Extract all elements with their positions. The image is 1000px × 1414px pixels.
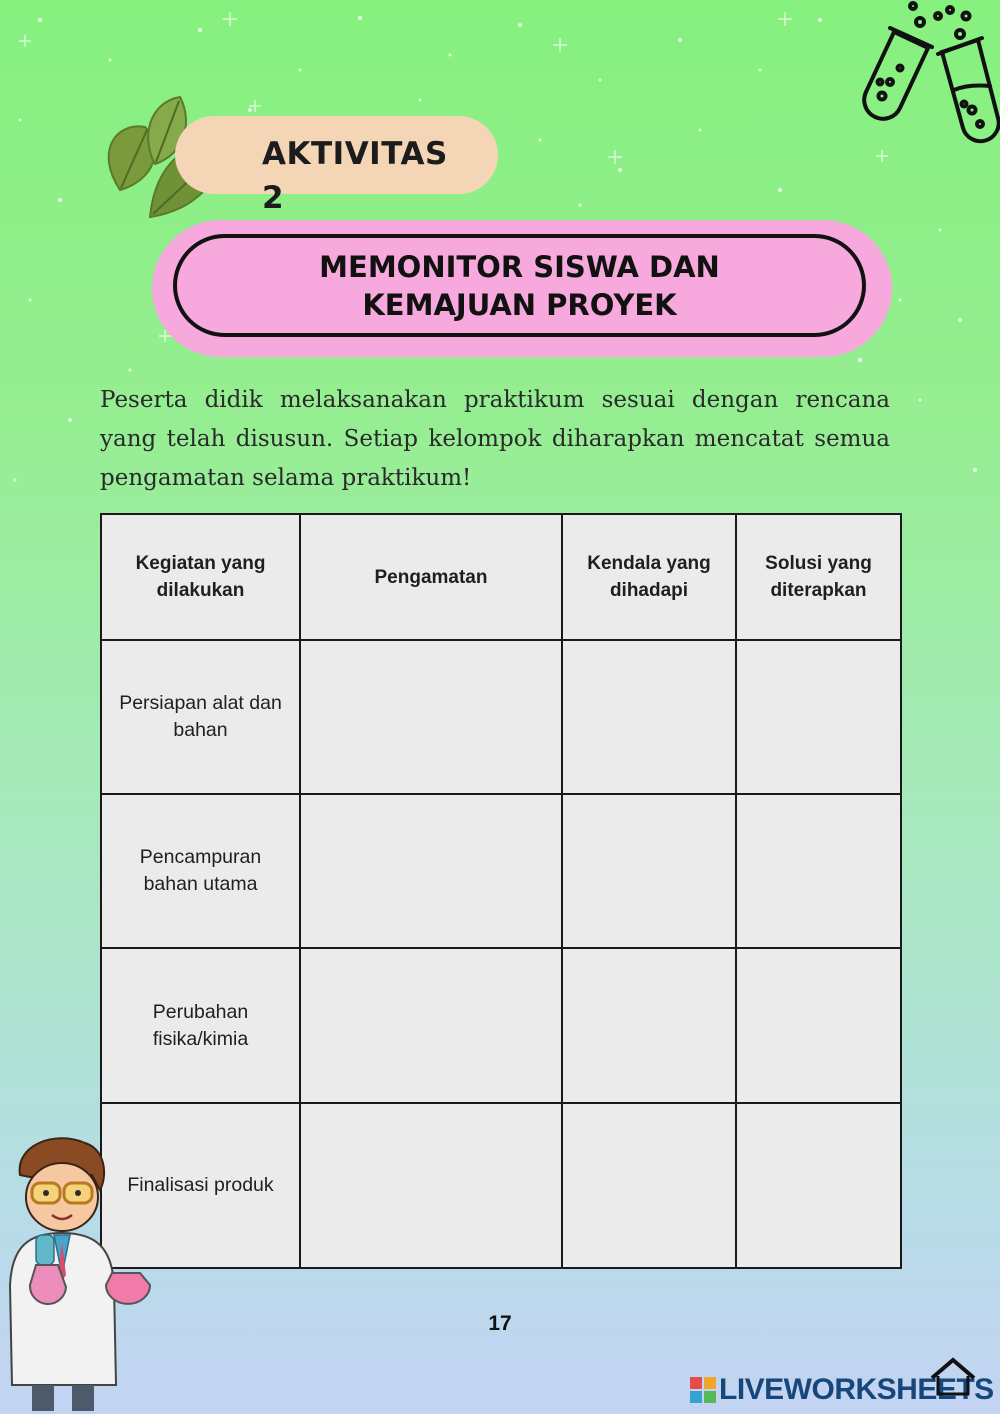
title-frame (173, 234, 866, 337)
obstacle-input-cell[interactable] (562, 948, 736, 1102)
test-tubes-icon (850, 0, 1000, 160)
intro-paragraph: Peserta didik melaksanakan praktikum sesuai dengan rencana yang telah disusun. Setiap kelompok diharapkan mencatat semua pengamatan selama praktikum! (100, 387, 890, 491)
observation-input-cell[interactable] (300, 640, 562, 794)
observation-table (100, 513, 902, 1269)
activity-cell: Persiapan alat dan bahan (101, 640, 300, 794)
activity-cell: Pencampuran bahan utama (101, 794, 300, 948)
observation-input-cell[interactable] (300, 794, 562, 948)
table-row (101, 640, 901, 794)
obstacle-input-cell[interactable] (562, 1103, 736, 1268)
page-title-line-1: MEMONITOR SISWA DAN (319, 249, 720, 284)
liveworksheets-logo-icon (690, 1377, 716, 1403)
scientist-illustration (0, 1135, 160, 1414)
activity-cell: Perubahan fisika/kimia (101, 948, 300, 1102)
brand-name: LIVEWORKSHEETS (719, 1373, 994, 1406)
table-header-row (101, 514, 901, 640)
solution-input-cell[interactable] (736, 948, 901, 1102)
activity-cell: Finalisasi produk (101, 1103, 300, 1268)
header-obstacle: Kendala yang dihadapi (562, 514, 736, 640)
page-title-line-2: KEMAJUAN PROYEK (362, 287, 677, 322)
obstacle-input-cell[interactable] (562, 794, 736, 948)
observation-input-cell[interactable] (300, 1103, 562, 1268)
solution-input-cell[interactable] (736, 1103, 901, 1268)
house-icon (928, 1356, 978, 1396)
header-observation: Pengamatan (300, 514, 562, 640)
table-row (101, 948, 901, 1102)
solution-input-cell[interactable] (736, 640, 901, 794)
solution-input-cell[interactable] (736, 794, 901, 948)
page-number: 17 (488, 1312, 512, 1335)
header-solution: Solusi yang diterapkan (736, 514, 901, 640)
observation-input-cell[interactable] (300, 948, 562, 1102)
table-row (101, 1103, 901, 1268)
activity-label: AKTIVITAS 2 (262, 136, 448, 216)
obstacle-input-cell[interactable] (562, 640, 736, 794)
table-row (101, 794, 901, 948)
header-activity: Kegiatan yang dilakukan (101, 514, 300, 640)
